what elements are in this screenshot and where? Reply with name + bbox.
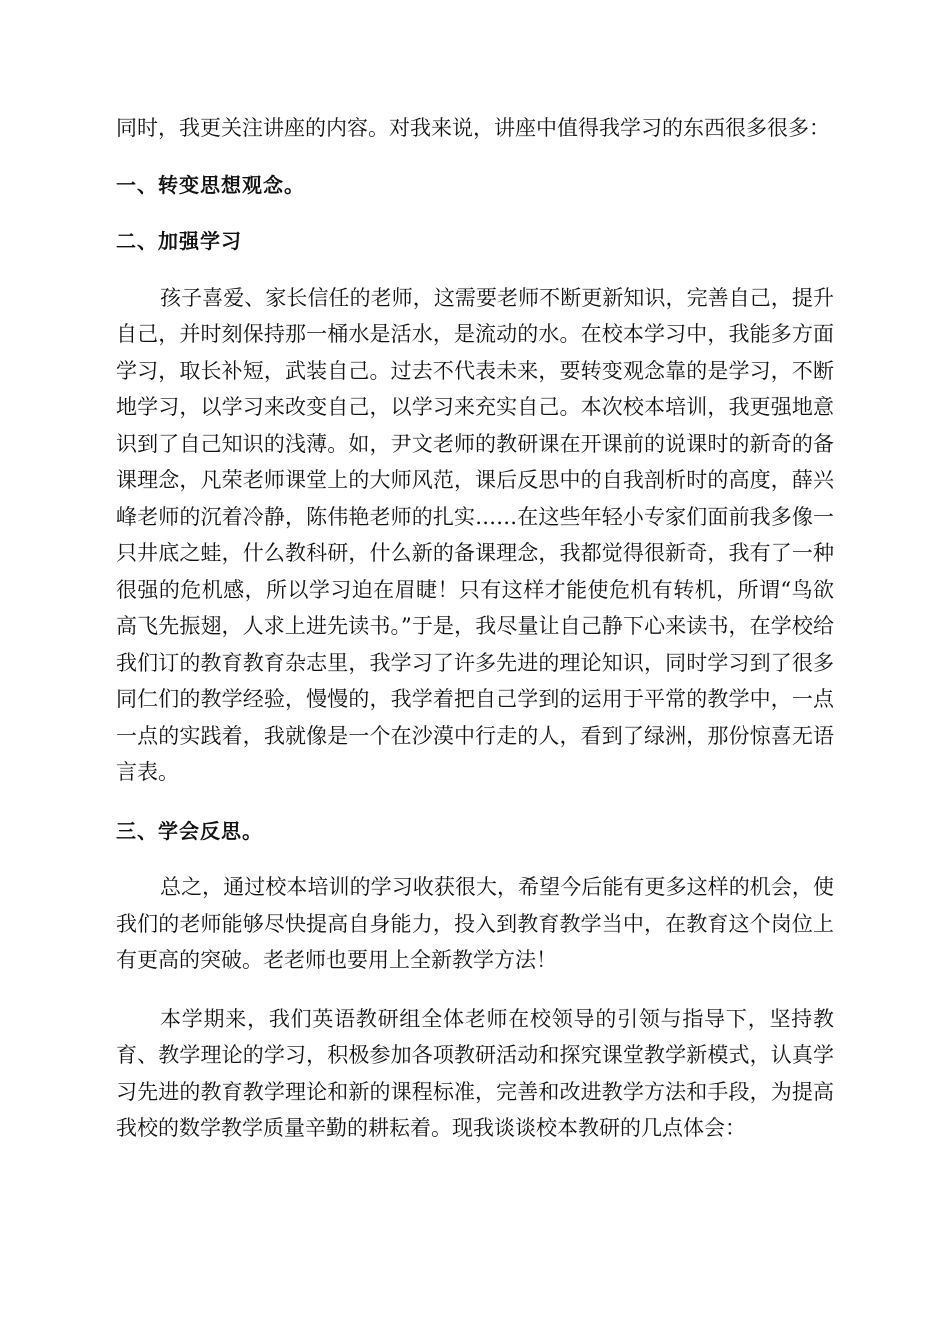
section-heading-1: 一、转变思想观念。: [116, 172, 305, 197]
section-heading-2: 二、加强学习: [116, 229, 242, 253]
summary-paragraph: 总之，通过校本培训的学习收获很大，希望今后能有更多这样的机会，使我们的老师能够尽快提高自身能力，投入到教育教学当中，在教育这个岗位上有更高的突破。老老师也要用上全新教学方法！: [116, 875, 834, 972]
learning-paragraph: 孩子喜爱、家长信任的老师，这需要老师不断更新知识，完善自己，提升自己，并时刻保持那一桶水是活水，是流动的水。在校本学习中，我能多方面学习，取长补短，武装自己。过去不代表未来，要转变观念靠的是学习，不断地学习，以学习来改变自己，以学习来充实自己。本次校本培训，我更强地意识到了自己知识的浅薄。如，尹文老师的教研课在开课前的说课时的新奇的备课理念，凡荣老师课堂上的大师风范，课后反思中的自我剖析时的高度，薛兴峰老师的沉着冷静，陈伟艳老师的扎实……在这些年轻小专家们面前我多像一只井底之蛙，什么教科研，什么新的备课理念，我都觉得很新奇，我有了一种很强的危机感，所以学习迫在眉睫！只有这样才能使危机有转机，所谓“鸟欲高飞先振翅，人求上进先读书。”于是，我尽量让自己静下心来读书，在学校给我们订的教育教育杂志里，我学习了许多先进的理论知识，同时学习到了很多同仁们的教学经验，慢慢的，我学着把自己学到的运用于平常的教学中，一点一点的实践着，我就像是一个在沙漠中行走的人，看到了绿洲，那份惊喜无语言表。: [116, 285, 834, 784]
intro-paragraph: 同时，我更关注讲座的内容。对我来说，讲座中值得我学习的东西很多很多：: [116, 116, 830, 140]
section-heading-3: 三、学会反思。: [116, 818, 263, 843]
semester-paragraph: 本学期来，我们英语教研组全体老师在校领导的引领与指导下，坚持教育、教学理论的学习，积极参加各项教研活动和探究课堂教学新模式，认真学习先进的教育教学理论和新的课程标准，完善和改进教学方法和手段，为提高我校的数学教学质量辛勤的耕耘着。现我谈谈校本教研的几点体会：: [116, 1006, 834, 1140]
document-body: [116, 110, 834, 1147]
